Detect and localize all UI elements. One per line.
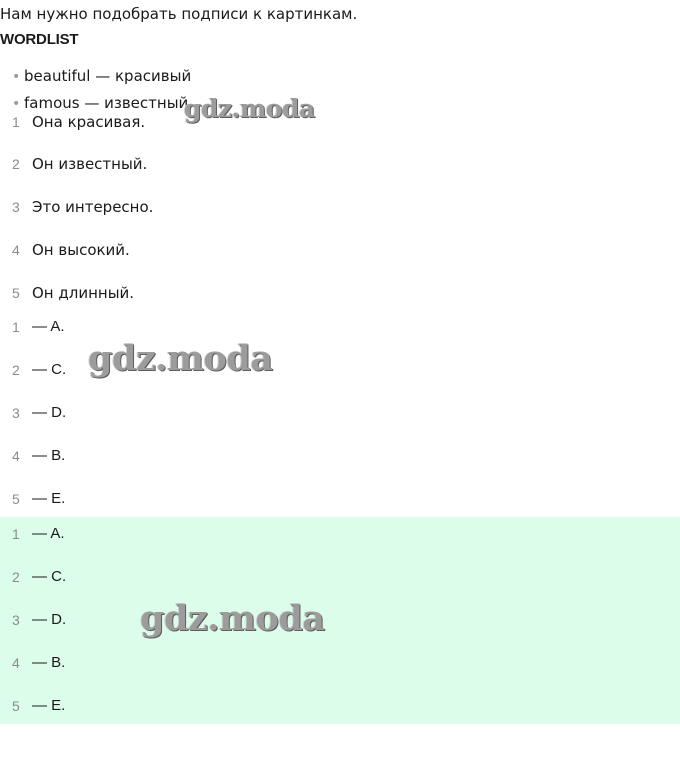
- answer-row: [0, 359, 680, 381]
- row-number: 3: [12, 405, 20, 421]
- row-number: 2: [12, 569, 20, 585]
- answer-row: [0, 488, 680, 510]
- sentence-text: Он высокий.: [32, 241, 130, 259]
- answer-text: — C.: [32, 568, 67, 585]
- row-number: 1: [12, 526, 20, 542]
- sentence-text: Он известный.: [32, 155, 148, 173]
- sentence-text: Он длинный.: [32, 284, 135, 302]
- wordlist-item: [12, 94, 189, 112]
- answer-text: — E.: [32, 697, 66, 714]
- highlighted-answer-row: [0, 566, 680, 588]
- answer-text: — B.: [32, 654, 66, 671]
- row-number: 4: [12, 655, 20, 671]
- answer-text: — B.: [32, 447, 66, 464]
- highlighted-answer-row: [0, 523, 680, 545]
- answer-row: [0, 445, 680, 467]
- sentence-row: [0, 282, 680, 304]
- sentence-row: [0, 239, 680, 261]
- row-number: 3: [12, 199, 20, 215]
- wordlist-item: [12, 67, 191, 86]
- sentence-row: [0, 111, 680, 133]
- watermark: gdz.moda: [88, 338, 273, 379]
- bullet-icon: •: [12, 96, 21, 112]
- watermark: gdz.moda: [140, 598, 325, 639]
- watermark: gdz.moda: [184, 94, 315, 123]
- highlighted-answer-row: [0, 695, 680, 717]
- answer-text: — A.: [32, 525, 65, 542]
- answer-text: — D.: [32, 404, 67, 421]
- row-number: 4: [12, 448, 20, 464]
- sentence-row: [0, 196, 680, 218]
- wordlist-item-text: famous — известный: [24, 94, 189, 112]
- row-number: 3: [12, 612, 20, 628]
- row-number: 4: [12, 242, 20, 258]
- wordlist-item-text: beautiful — красивый: [24, 67, 192, 85]
- sentence-text: Она красивая.: [32, 113, 146, 131]
- sentence-text: Это интересно.: [32, 198, 154, 216]
- row-number: 5: [12, 491, 20, 507]
- answer-text: — D.: [32, 611, 67, 628]
- wordlist-heading: WORDLIST: [0, 31, 79, 48]
- answer-row: [0, 402, 680, 424]
- row-number: 5: [12, 285, 20, 301]
- row-number: 1: [12, 114, 20, 130]
- answer-text: — A.: [32, 318, 65, 335]
- highlighted-answer-row: [0, 609, 680, 631]
- bullet-icon: •: [12, 69, 21, 85]
- row-number: 2: [12, 156, 20, 172]
- row-number: 2: [12, 362, 20, 378]
- answer-text: — E.: [32, 490, 66, 507]
- answer-text: — C.: [32, 361, 67, 378]
- row-number: 1: [12, 319, 20, 335]
- highlighted-answer-row: [0, 652, 680, 674]
- intro-text: Нам нужно подобрать подписи к картинкам.: [0, 5, 358, 23]
- row-number: 5: [12, 698, 20, 714]
- sentence-row: [0, 153, 680, 175]
- answer-row: [0, 316, 680, 338]
